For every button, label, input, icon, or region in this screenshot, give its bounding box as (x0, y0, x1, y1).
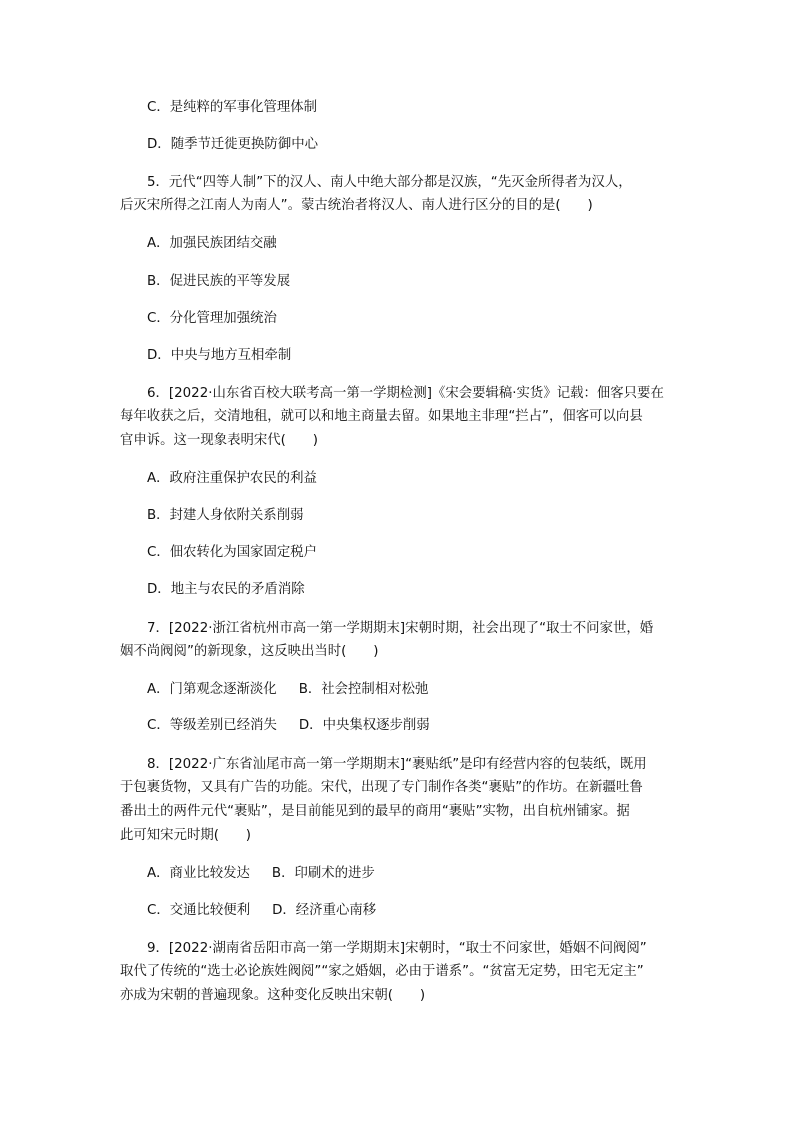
q6-option-d: D．地主与农民的矛盾消除 (147, 582, 305, 597)
q6-stem-line-3: 官申诉。这一现象表明宋代( ) (120, 433, 318, 448)
q7-stem-line-1: 7．[2022·浙江省杭州市高一第一学期期末]宋朝时期，社会出现了“取士不问家世，婚 (147, 621, 654, 636)
q9-stem-line-3: 亦成为宋朝的普遍现象。这种变化反映出宋朝( ) (120, 988, 426, 1003)
q8-options-row-1 (147, 865, 375, 883)
q7-option-a: A．门第观念逐渐淡化 (147, 682, 277, 697)
q5-stem-line-1: 5．元代“四等人制”下的汉人、南人中绝大部分都是汉族，“先灭金所得者为汉人， (147, 175, 632, 190)
q5-option-a: A．加强民族团结交融 (147, 236, 277, 251)
q6-option-c: C．佃农转化为国家固定税户 (147, 545, 318, 560)
q7-options-row-1 (147, 681, 428, 699)
q8-option-b: B．印刷术的进步 (271, 866, 375, 881)
q7-stem-line-2: 姻不尚阀阅”的新现象，这反映出当时( ) (120, 644, 379, 659)
q8-stem-line-3: 番出土的两件元代“裹贴”，是目前能见到的最早的商用“裹贴”实物，出自杭州铺家。据 (120, 804, 630, 819)
q5-stem-line-2: 后灭宋所得之江南人为南人”。蒙古统治者将汉人、南人进行区分的目的是( ) (120, 198, 593, 213)
q8-stem-line-2: 于包裹货物，又具有广告的功能。宋代，出现了专门制作各类“裹贴”的作坊。在新疆吐鲁 (120, 780, 643, 795)
q8-option-c: C．交通比较便利 (147, 903, 251, 918)
q8-options-row-2 (147, 902, 376, 920)
q5-option-c: C．分化管理加强统治 (147, 311, 277, 326)
q7-option-c: C．等级差别已经消失 (147, 718, 277, 733)
q8-option-a: A．商业比较发达 (147, 866, 250, 881)
q6-stem-line-2: 每年收获之后，交清地租，就可以和地主商量去留。如果地主非理“拦占”，佃客可以向县 (120, 409, 643, 424)
q6-stem-line-1: 6．[2022·山东省百校大联考高一第一学期检测]《宋会要辑稿·实货》记载：佃客只要在 (147, 386, 664, 401)
q7-option-b: B．社会控制相对松弛 (298, 682, 429, 697)
q4-option-c: C．是纯粹的军事化管理体制 (147, 100, 318, 115)
q5-option-b: B．促进民族的平等发展 (147, 274, 291, 289)
q8-stem-line-1: 8．[2022·广东省汕尾市高一第一学期期末]“裹贴纸”是印有经营内容的包装纸，既用 (147, 757, 647, 772)
q4-option-d: D．随季节迁徙更换防御中心 (147, 137, 318, 152)
q6-option-a: A．政府注重保护农民的利益 (147, 471, 317, 486)
q9-stem-line-2: 取代了传统的“选士必论族姓阀阅”“家之婚姻，必由于谱系”。“贫富无定势，田宅无定主” (120, 964, 644, 979)
q5-option-d: D．中央与地方互相牵制 (147, 348, 292, 363)
q7-options-row-2 (147, 717, 430, 735)
q8-option-d: D．经济重心南移 (272, 903, 377, 918)
q8-stem-line-4: 此可知宋元时期( ) (120, 828, 251, 843)
q7-option-d: D．中央集权逐步削弱 (298, 718, 430, 733)
q6-option-b: B．封建人身依附关系削弱 (147, 508, 304, 523)
q9-stem-line-1: 9．[2022·湖南省岳阳市高一第一学期期末]宋朝时，“取士不问家世，婚姻不问阀阅” (147, 941, 647, 956)
